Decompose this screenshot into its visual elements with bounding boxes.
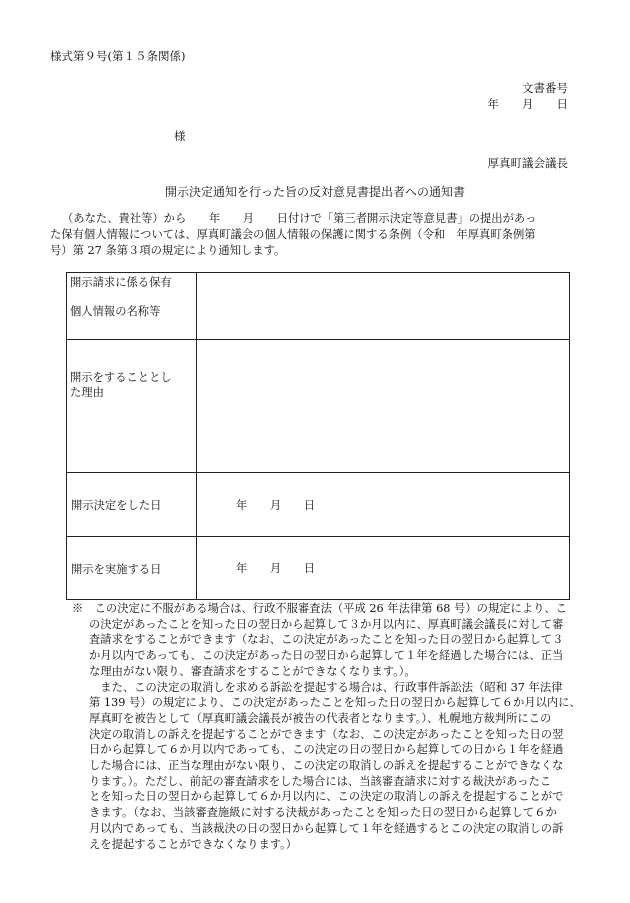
note-line: きます。（なお、当該審査施級に対する決裁があったことを知った日の翌日から起算して６か [89, 806, 557, 820]
body-line: た保有個人情報については、厚真町議会の個人情報の保護に関する条例（令和 年厚真町条例第 [50, 228, 536, 241]
table-label-decision-date: 開示決定をした日 [67, 473, 197, 537]
table-row [67, 537, 570, 600]
note-line: 第 139 号）の規定により、この決定があったことを知った日の翌日から起算して６か月以内に、 [89, 696, 581, 710]
note-line: 月以内であっても、当該裁決の日の翌日から起算して１年を経過するとこの決定の取消しの訴 [89, 821, 564, 835]
form-number: 様式第９号(第１５条関係) [50, 49, 186, 63]
note-line: の決定があったことを知った日の翌日から起算して３か月以内に、厚真町議会議長に対して審 [89, 617, 564, 631]
note-line: 厚真町を被告として（厚真町議会議長が被告の代表者となります。）、札幌地方裁判所にこの [89, 711, 552, 725]
table-row [67, 273, 570, 340]
note-line: とを知った日の翌日から起算して６か月以内に、この決定の取消しの訴えを提起することがで [89, 790, 564, 804]
note-line: 査請求をすることができます（なお、この決定があったことを知った日の翌日から起算して３ [89, 633, 564, 647]
label-line: た理由 [70, 386, 104, 399]
note-line: した場合には、正当な理由がない限り、この決定の取消しの訴えを提起することができなくな [89, 759, 564, 773]
table-label-reason [67, 340, 197, 473]
notice-table [66, 272, 570, 600]
table-value-implementation-date: 年 月 日 [197, 537, 570, 600]
note-line: えを提起することができなくなります。） [89, 837, 298, 851]
table-label-implementation-date: 開示を実施する日 [67, 537, 197, 600]
body-line: 号）第 27 条第３項の規定により通知します。 [50, 244, 286, 257]
table-label-info-name [67, 273, 197, 340]
note-line: 決定の取消しの訴えを提起することができます（なお、この決定があったことを知った日の翌 [89, 727, 564, 741]
table-value-reason [197, 340, 570, 473]
body-paragraph [50, 211, 580, 259]
note-line: ります。）。ただし、前記の審査請求をした場合には、当該審査請求に対する裁決があったこ [89, 774, 552, 788]
sender-name: 厚真町議会議長 [487, 156, 568, 170]
note-line: 日から起算して６か月以内であっても、この決定の日の翌日から起算しての日から１年を経過 [89, 743, 564, 757]
date-label: 年 月 日 [487, 97, 568, 111]
body-line: （あなた、貴社等）から 年 月 日付けで「第三者開示決定等意見書」の提出があっ [62, 212, 537, 225]
label-line: 個人情報の名称等 [70, 305, 161, 318]
table-value-info-name [197, 273, 570, 340]
recipient-suffix: 様 [174, 129, 186, 143]
note-line: ※ この決定に不服がある場合は、行政不服審査法（平成 26 年法律第 68 号）の規定により、こ [72, 602, 568, 615]
note-line: か月以内であっても、この決定があった日の翌日から起算して１年を経過した場合には、正当 [89, 649, 564, 663]
note-mark: ※ [72, 602, 84, 615]
label-line: 開示請求に係る保有 [70, 276, 172, 289]
table-value-decision-date: 年 月 日 [197, 473, 570, 537]
table-row [67, 473, 570, 537]
notes-section [72, 601, 584, 852]
note-line: な理由がない限り、審査請求をすることができなくなります。）。 [89, 664, 416, 678]
note-line: また、この決定の取消しを求める訴訟を提起する場合は、行政事件訴訟法（昭和 37 年法律 [89, 680, 563, 694]
label-line: 開示をすることとし [70, 371, 172, 384]
document-title: 開示決定通知を行った旨の反対意見書提出者への通知書 [164, 185, 465, 199]
document-number-label: 文書番号 [522, 81, 568, 95]
table-row [67, 340, 570, 473]
